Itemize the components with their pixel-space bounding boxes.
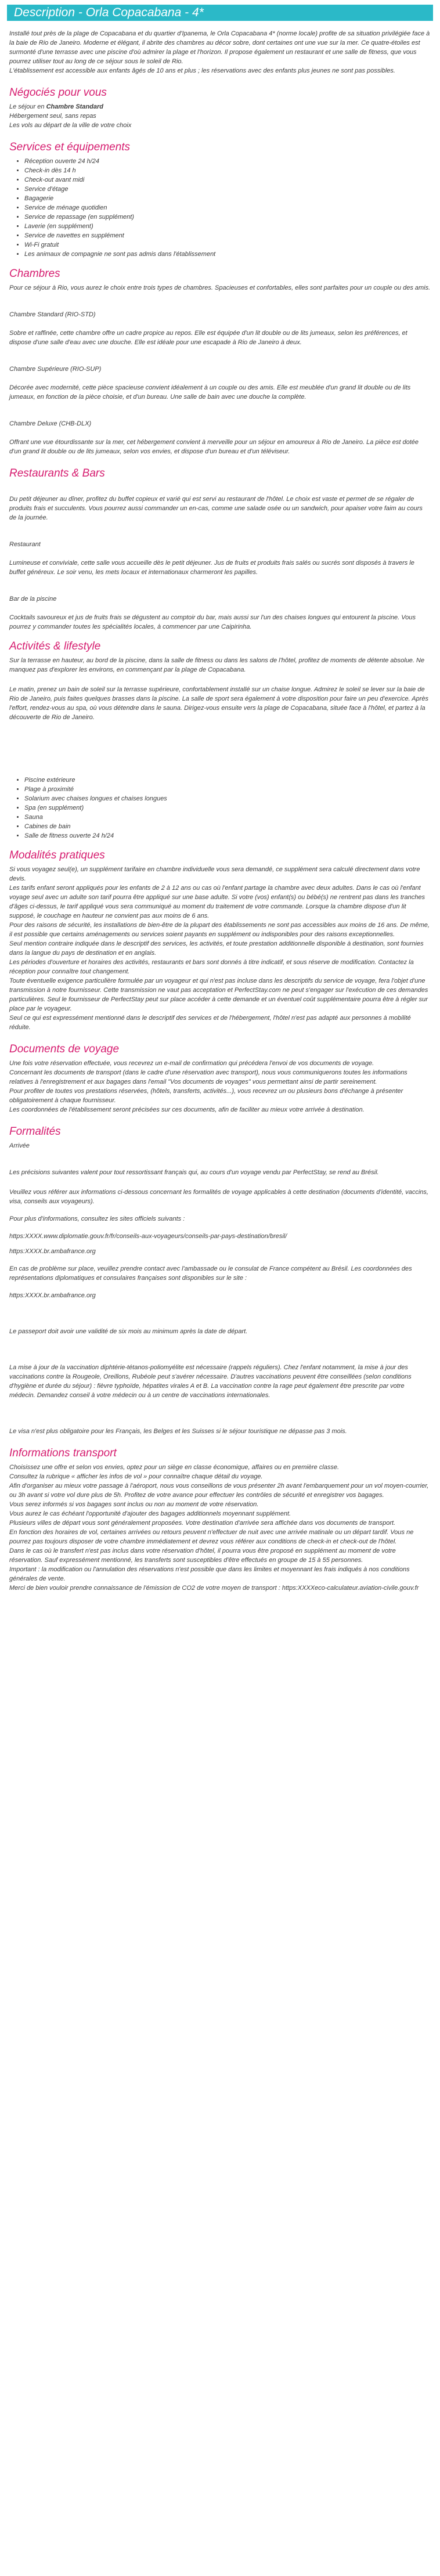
room-name: Chambre Supérieure (RIO-SUP) [9,366,102,373]
official-link-diplomatie[interactable]: https:XXXX.www.diplomatie.gouv.fr/fr/conseils-aux-voyageurs/conseils-par-pays-destination/bresil/ [9,1233,287,1240]
modalites-paragraph: Si vous voyagez seul(e), un supplément tarifaire en chambre individuelle vous sera demandé, ce supplément sera calculé directement dans votre devis. [9,866,420,882]
transport-paragraph: Consultez la rubrique « afficher les infos de vol » pour connaître chaque détail du voyage. [9,1473,263,1480]
formalites-vaccination: La mise à jour de la vaccination diphtérie-tétanos-poliomyélite est nécessaire (rappels réguliers). Chez l'enfant notamment, la mise à jour des vaccinations contre la Rougeole, Oreillons, Rubéole peut s'avérer nécessaire. D'autres vaccinations peuvent être conseillées (selon conditions d'hygiène et durée du séjour) : fièvre typhoïde, hépatites virales A et B. La vaccination contre la rage peut également être prescrite par votre médecin. Demandez conseil à votre médecin ou à un centre de vaccinations internationales. [9,1364,412,1399]
list-item: • Spa (en supplément) [24,803,431,813]
negocies-room: Chambre Standard [46,103,104,110]
section-heading-modalites: Modalités pratiques [9,849,105,861]
section-heading-formalites: Formalités [9,1125,61,1138]
transport-paragraph: Choisissez une offre et selon vos envies, optez pour un siège en classe économique, affaires ou en première classe. [9,1464,340,1471]
section-heading-negocies: Négociés pour vous [9,86,107,99]
list-item: • Sauna [24,813,431,822]
formalites-paragraph: Veuillez vous référer aux informations ci-dessous concernant les formalités de voyage applicables à cette destination (documents d'identité, vaccins, visa, conseils aux voyageurs). [9,1189,428,1205]
transport-paragraph: Plusieurs villes de départ vous sont généralement proposées. Votre destination d'arrivée sera affichée dans vos documents de transport. [9,1520,396,1527]
transport-paragraph: Afin d'organiser au mieux votre passage à l'aéroport, nous vous conseillons de vous présenter 2h avant l'embarquement pour un vol moyen-courrier, ou 3h avant si votre vol dure plus de 5h. Profitez de votre avance pour effectuer les contrôles de sécurité et enregistrer vos bagages. [9,1482,429,1499]
list-item: • Check-in dès 14 h [24,166,431,175]
list-item: • Laverie (en supplément) [24,222,431,231]
transport-paragraph: Vous aurez le cas échéant l'opportunité d'ajouter des bagages additionnels moyennant supplément. [9,1510,291,1517]
documents-paragraph: Concernant les documents de transport (dans le cadre d'une réservation avec transport), nous vous communiquerons toutes les informations relatives à l'enregistrement et aux bagages dans l'email "Vos documents de voyages" vous permettant ainsi de partir sereinement. [9,1069,407,1085]
documents-paragraph: Une fois votre réservation effectuée, vous recevrez un e-mail de confirmation qui précédera l'envoi de vos documents de voyage. [9,1060,374,1067]
formalites-passport: Le passeport doit avoir une validité de six mois au minimum après la date de départ. [9,1328,248,1335]
chambres-intro: Pour ce séjour à Rio, vous aurez le choix entre trois types de chambres. Spacieuses et confortables, elles sont parfaites pour un couple ou des amis. [9,284,431,291]
list-item: • Check-out avant midi [24,175,431,185]
services-list [9,157,431,259]
activites-paragraph: Sur la terrasse en hauteur, au bord de la piscine, dans la salle de fitness ou dans les salons de l'hôtel, profitez de moments de détente absolue. Ne manquez pas d'explorer les environs, en commençant par la plage de Copacabana. [9,657,425,673]
modalites-paragraph: Seul mention contraire indiquée dans le descriptif des services, les activités, et toute prestation additionnelle disponible à destination, sont fournies dans la langue du pays de destination et en anglais. [9,940,424,957]
documents-paragraph: Les coordonnées de l'établissement seront précisées sur ces documents, afin de faciliter au mieux votre arrivée à destination. [9,1106,365,1113]
transport-paragraph: Important : la modification ou l'annulation des réservations n'est possible que dans les limites et moyennant les frais indiqués à nos conditions générales de vente. [9,1566,410,1582]
bar-title: Bar de la piscine [9,596,57,602]
formalites-visa: Le visa n'est plus obligatoire pour les Français, les Belges et les Suisses si le séjour touristique ne dépasse pas 3 mois. [9,1428,347,1435]
title-bar [7,5,433,21]
list-item: • Cabines de bain [24,822,431,831]
documents-paragraph: Pour profiter de toutes vos prestations réservées, (hôtels, transferts, activités...), vous recevrez un ou plusieurs bons d'échange à présenter obligatoirement à chaque fournisseur. [9,1088,403,1104]
section-heading-services: Services et équipements [9,141,131,153]
transport-paragraph: Vous serez informés si vos bagages sont inclus ou non au moment de votre réservation. [9,1501,259,1508]
official-link-ambassade[interactable]: https:XXXX.br.ambafrance.org [9,1292,96,1299]
section-heading-transport: Informations transport [9,1447,117,1459]
list-item: • Service de ménage quotidien [24,203,431,212]
room-description: Offrant une vue étourdissante sur la mer, cet hébergement convient à merveille pour un séjour en amoureux à Rio de Janeiro. La pièce est dotée d'un grand lit double ou de lits jumeaux, selon vos envies, et dispose d'un bureau et d'un téléviseur. [9,439,419,455]
section-heading-documents: Documents de voyage [9,1043,120,1055]
list-item: • Salle de fitness ouverte 24 h/24 [24,831,431,840]
bar-description: Cocktails savoureux et jus de fruits frais se dégustent au comptoir du bar, mais aussi sur l'un des chaises longues qui entourent la piscine. Vous pourrez y commander toutes les spécialités locales, à commencer par une Caipirinha. [9,614,416,630]
modalites-paragraph: Seul ce qui est expressément mentionné dans le descriptif des services et de l'hébergement, l'hôtel n'est pas adapté aux personnes à mobilité réduite. [9,1015,411,1031]
intro-paragraph: Installé tout près de la plage de Copacabana et du quartier d'Ipanema, le Orla Copacabana 4* (norme locale) profite de sa situation privilégiée face à la baie de Rio de Janeiro. Moderne et élégant, il abrite des chambres au décor sobre, dont certaines ont une vue sur la mer. Ce quatre-étoiles est surmonté d'une terrasse avec une piscine d'où admirer la plage et l'horizon. Il propose également un restaurant et une salle de fitness, que vous pourrez utiliser tout au long de ce séjour sous le soleil de Rio. [9,30,430,65]
list-item: • Bagagerie [24,194,431,203]
section-heading-restaurants: Restaurants & Bars [9,467,105,479]
negocies-line [9,102,431,111]
restaurant-description: Lumineuse et conviviale, cette salle vous accueille dès le petit déjeuner. Jus de fruits et produits frais salés ou sucrés sont disposés à travers le buffet généreux. Le soir venu, les mets locaux et internationaux charmeront les papilles. [9,560,414,576]
intro-children-note: L'établissement est accessible aux enfants âgés de 10 ans et plus ; les réservations avec des enfants plus jeunes ne sont pas possibles. [9,67,395,74]
formalites-paragraph: Les précisions suivantes valent pour tout ressortissant français qui, au cours d'un voyage vendu par PerfectStay, se rend au Brésil. [9,1169,379,1176]
room-description: Sobre et raffinée, cette chambre offre un cadre propice au repos. Elle est équipée d'un lit double ou de lits jumeaux, selon les préférences, et dispose d'une salle d'eau avec une douche. Elle est idéale pour une escapade à Rio de Janeiro à deux. [9,330,407,346]
negocies-prefix: Le séjour en [9,103,46,110]
restaurants-intro: Du petit déjeuner au dîner, profitez du buffet copieux et varié qui est servi au restaurant de l'hôtel. Le choix est vaste et permet de se régaler de produits frais et succulents. Vous pourrez aussi commander un en-cas, comme une salade osée ou un sandwich, pour apaiser votre faim au cours de la journée. [9,496,423,521]
list-item: • Service de repassage (en supplément) [24,212,431,222]
official-link-ambassade[interactable]: https:XXXX.br.ambafrance.org [9,1248,96,1255]
restaurant-title: Restaurant [9,541,41,548]
formalites-paragraph: En cas de problème sur place, veuillez prendre contact avec l'ambassade ou le consulat de France compétent au Brésil. Les coordonnées des représentations diplomatiques et consulaires françaises sont disponibles sur le site : [9,1265,412,1282]
room-name: Chambre Deluxe (CHB-DLX) [9,420,92,427]
negocies-line: Les vols au départ de la ville de votre choix [9,122,132,129]
list-item: • Réception ouverte 24 h/24 [24,157,431,166]
transport-paragraph: En fonction des horaires de vol, certaines arrivées ou retours peuvent n'effectuer de nuit avec une arrivée matinale ou un départ tardif. Vous ne pourrez pas toujours disposer de votre chambre immédiatement et devrez vous référer aux conditions de check-in et check-out de l'hôtel. [9,1529,414,1545]
list-item: • Solarium avec chaises longues et chaises longues [24,794,431,803]
room-description: Décorée avec modernité, cette pièce spacieuse convient idéalement à un couple ou des amis. Elle est meublée d'un grand lit double ou de lits jumeaux, en fonction de la pièce choisie, et d'un bureau. Une salle de bain avec une douche la complète. [9,384,411,401]
list-item: • Piscine extérieure [24,775,431,785]
list-item: • Les animaux de compagnie ne sont pas admis dans l'établissement [24,250,431,259]
section-heading-activites: Activités & lifestyle [9,640,101,652]
activites-paragraph: Le matin, prenez un bain de soleil sur la terrasse supérieure, confortablement installé sur un chaise longue. Admirez le soleil se lever sur la baie de Rio de Janeiro, puis faites quelques brasses dans la piscine. La salle de sport sera également à votre disposition pour faire un peu d'exercice. Après l'effort, rendez-vous au spa, où vous détendre dans le sauna. Dirigez-vous ensuite vers la plage de Copacabana, située face à l'hôtel, et partez à la découverte de Rio de Janeiro. [9,686,428,721]
transport-paragraph: Dans le cas où le transfert n'est pas inclus dans votre réservation d'hôtel, il pourra vous être proposé en supplément au moment de votre réservation. Sauf expressément mentionné, les transferts sont susceptibles d'être effectués en groupe de 15 à 55 personnes. [9,1547,396,1564]
modalites-paragraph: Toute éventuelle exigence particulière formulée par un voyageur et qui n'est pas incluse dans les descriptifs du service de voyage, fera l'objet d'une transmission à notre fournisseur. Cette transmission ne vaut pas acceptation et PerfectStay.com ne peut s'engager sur l'exécution de ces demandes particulières. Seul le fournisseur de PerfectStay peut sur place accéder à cette demande et un éventuel coût supplémentaire pourra être à régler sur place par le voyageur. [9,977,428,1012]
page-title: Description - Orla Copacabana - 4* [14,6,204,19]
list-item: • Plage à proximité [24,785,431,794]
formalites-arrivee: Arrivée [9,1142,30,1149]
modalites-paragraph: Les périodes d'ouverture et horaires des activités, restaurants et bars sont donnés à titre indicatif, et sous réserve de modification. Contactez la réception pour connaître tout changement. [9,959,414,975]
list-item: • Service d'étage [24,185,431,194]
section-heading-chambres: Chambres [9,268,60,280]
list-item: • Wi-Fi gratuit [24,240,431,250]
transport-paragraph: Merci de bien vouloir prendre connaissance de l'émission de CO2 de votre moyen de transport : https:XXXXeco-calculateur.aviation-civile.gouv.fr [9,1585,419,1592]
activites-list [9,775,431,840]
negocies-line: Hébergement seul, sans repas [9,113,96,120]
room-name: Chambre Standard (RIO-STD) [9,311,96,318]
modalites-paragraph: Pour des raisons de sécurité, les installations de bien-être de la plupart des établissements ne sont pas accessibles aux moins de 16 ans. De même, il est possible que certains aménagements ou services soient payants en supplément ou indisponibles pour des raisons exceptionnelles. [9,922,430,938]
formalites-paragraph: Pour plus d'informations, consultez les sites officiels suivants : [9,1215,185,1222]
modalites-paragraph: Les tarifs enfant seront appliqués pour les enfants de 2 à 12 ans ou cas où l'enfant partage la chambre avec deux adultes. Dans le cas où l'enfant voyage seul avec un adulte son tarif pourra être appliqué sur une base adulte. Si votre (vos) enfant(s) ou bébé(s) ne rentrent pas dans les tranches d'âges ci-dessus, le tarif appliqué vous sera communiqué au moment du traitement de votre commande. Lorsque la chambre dispose d'un lit supposé, le couchage en hauteur ne convient pas aux moins de 6 ans. [9,885,425,919]
list-item: • Service de navettes en supplément [24,231,431,240]
